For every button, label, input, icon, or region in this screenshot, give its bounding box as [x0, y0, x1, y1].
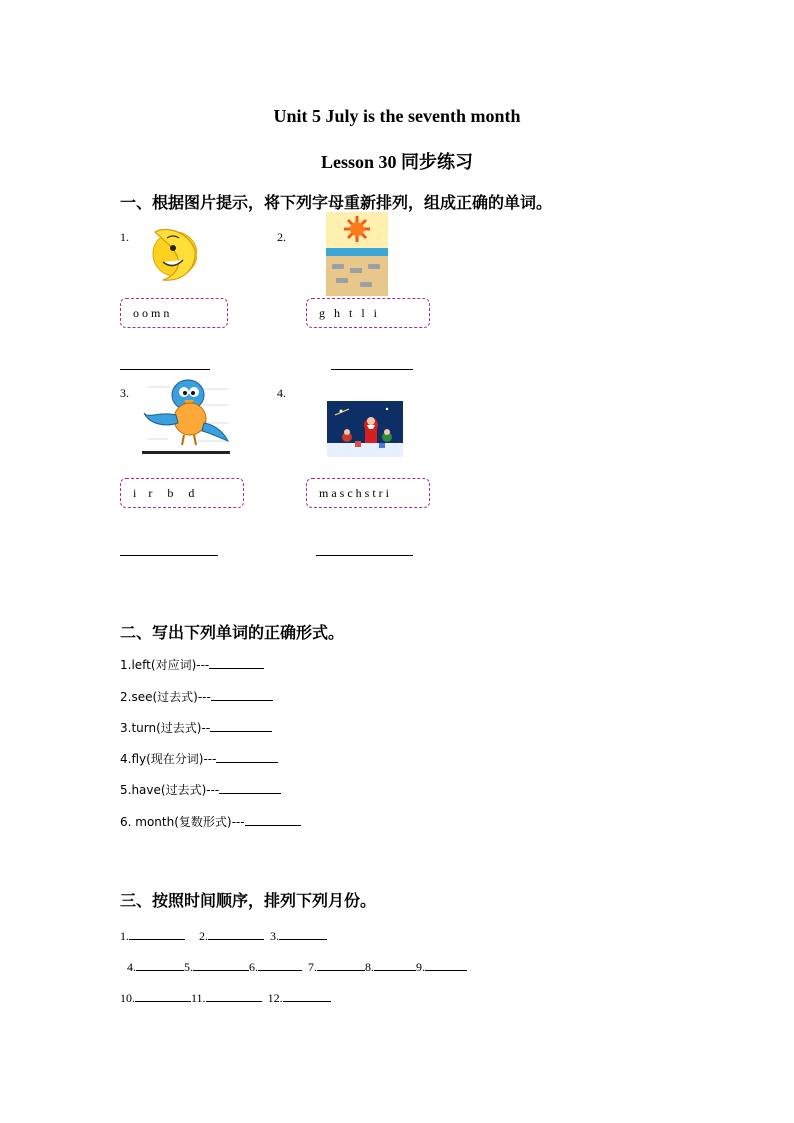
item1-answer-line[interactable]	[120, 368, 210, 370]
month-blank-8[interactable]	[374, 958, 416, 971]
month-label-4: 4.	[127, 960, 136, 974]
month-blank-2[interactable]	[208, 927, 264, 940]
question-4-blank[interactable]	[216, 750, 278, 763]
question-6-blank[interactable]	[245, 813, 301, 826]
question-2	[120, 688, 273, 705]
month-label-7: 7.	[308, 960, 317, 974]
question-2-blank[interactable]	[211, 688, 273, 701]
lesson-title: Lesson 30 同步练习	[320, 152, 473, 172]
question-3-blank[interactable]	[210, 719, 272, 732]
month-label-10: 10.	[120, 991, 135, 1005]
month-blank-1[interactable]	[129, 927, 185, 940]
question-4-text: 4.fly(现在分词)---	[120, 752, 217, 766]
item2-letters-box: g h t l i	[306, 298, 430, 328]
section3-heading: 三、按照时间顺序，排列下列月份。	[120, 891, 377, 910]
month-blank-9[interactable]	[425, 958, 467, 971]
month-row-3	[120, 989, 331, 1006]
month-blank-7[interactable]	[317, 958, 365, 971]
question-1-text: 1.left(对应词)---	[120, 658, 210, 672]
christmas-scene-icon	[327, 401, 403, 457]
item2-answer-line[interactable]	[331, 368, 413, 370]
month-blank-5[interactable]	[193, 958, 249, 971]
item2-number: 2.	[277, 230, 286, 244]
item1-number: 1.	[120, 230, 129, 244]
month-label-11: 11.	[191, 991, 206, 1005]
question-1	[120, 656, 264, 673]
month-label-1: 1.	[120, 929, 129, 943]
sunshine-beach-icon	[326, 212, 388, 296]
item4-answer-line[interactable]	[316, 554, 413, 556]
month-label-8: 8.	[365, 960, 374, 974]
month-label-3: 3.	[270, 929, 279, 943]
month-label-5: 5.	[184, 960, 193, 974]
month-row-2	[127, 958, 467, 975]
month-blank-6[interactable]	[258, 958, 302, 971]
month-row-1	[120, 927, 327, 944]
question-5	[120, 781, 281, 798]
month-blank-10[interactable]	[135, 989, 191, 1002]
question-6	[120, 813, 301, 830]
month-blank-12[interactable]	[283, 989, 331, 1002]
unit-title: Unit 5 July is the seventh month	[273, 106, 521, 126]
question-5-text: 5.have(过去式)---	[120, 783, 220, 797]
month-label-2: 2.	[199, 929, 208, 943]
month-label-12: 12.	[267, 991, 283, 1005]
question-3-text: 3.turn(过去式)--	[120, 721, 211, 735]
section2-heading: 二、写出下列单词的正确形式。	[120, 623, 345, 642]
question-5-blank[interactable]	[219, 781, 281, 794]
item3-answer-line[interactable]	[120, 554, 218, 556]
question-2-text: 2.see(过去式)---	[120, 690, 211, 704]
month-blank-4[interactable]	[136, 958, 184, 971]
moon-icon	[137, 220, 197, 285]
item4-number: 4.	[277, 386, 286, 400]
section1-heading: 一、根据图片提示，将下列字母重新排列，组成正确的单词。	[120, 193, 553, 212]
month-label-6: 6.	[249, 960, 258, 974]
month-blank-3[interactable]	[279, 927, 327, 940]
item3-letters-box: i r b d	[120, 478, 244, 508]
item1-letters-box: o o m n	[120, 298, 228, 328]
item4-letters-box: m a s c h s t r i	[306, 478, 430, 508]
question-3	[120, 719, 272, 736]
bird-icon	[140, 375, 230, 455]
item3-number: 3.	[120, 386, 129, 400]
question-4	[120, 750, 278, 767]
question-6-text: 6. month(复数形式)---	[120, 815, 245, 829]
month-blank-11[interactable]	[206, 989, 262, 1002]
month-label-9: 9.	[416, 960, 425, 974]
question-1-blank[interactable]	[209, 656, 264, 669]
